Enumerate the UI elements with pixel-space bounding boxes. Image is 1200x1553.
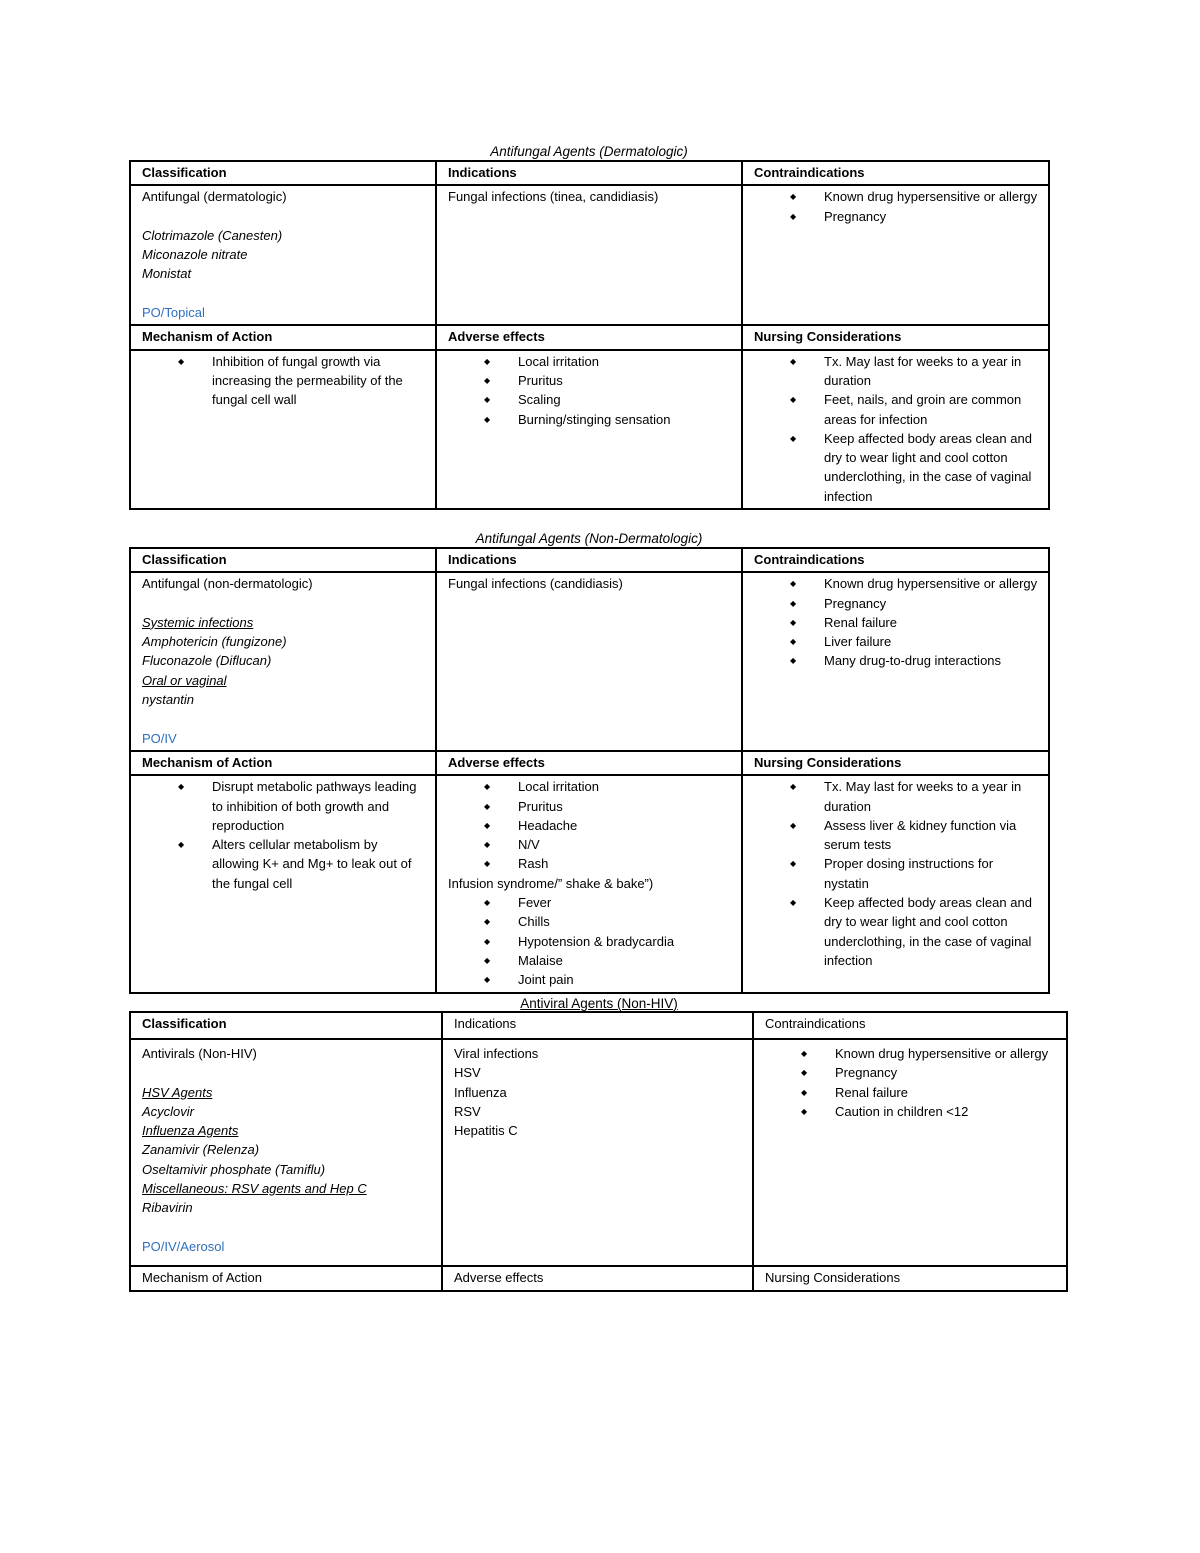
- indication-text: Hepatitis C: [454, 1123, 518, 1139]
- list-item: ◆ Pruritus: [518, 797, 731, 816]
- classification-cell: [130, 1039, 442, 1266]
- indication-text: Fungal infections (candidiasis): [448, 576, 623, 592]
- indications-header: Indications: [436, 548, 742, 572]
- contraindications-header: Contraindications: [742, 548, 1049, 572]
- antiviral-table: [129, 1011, 1068, 1292]
- list-item: ◆ Pregnancy: [824, 594, 1038, 613]
- list-item: ◆ Renal failure: [835, 1083, 1056, 1102]
- contraindications-cell: [742, 572, 1049, 751]
- drug-name: Ribavirin: [142, 1200, 193, 1216]
- list-item: ◆ Keep affected body areas clean and dry to wear light and cool cotton underclothing, in the case of vaginal infection: [824, 893, 1038, 970]
- dermatologic-antifungal-table: [129, 160, 1050, 510]
- drug-name: Acyclovir: [142, 1103, 195, 1119]
- list-item: ◆ Joint pain: [518, 970, 731, 989]
- route-text: PO/IV/Aerosol: [142, 1238, 225, 1254]
- list-item: ◆ Chills: [518, 912, 731, 931]
- drug-name: Fluconazole (Diflucan): [142, 653, 272, 669]
- list-item: ◆ Tx. May last for weeks to a year in duration: [824, 352, 1038, 391]
- nursing-considerations-header: Nursing Considerations: [742, 325, 1049, 349]
- table3-title: Antiviral Agents (Non-HIV): [520, 996, 678, 1011]
- list-item: ◆ Tx. May last for weeks to a year in duration: [824, 777, 1038, 816]
- non-dermatologic-antifungal-table: [129, 547, 1050, 994]
- drug-name: Monistat: [142, 266, 192, 282]
- drug-group-label: Oral or vaginal: [142, 672, 227, 688]
- list-item: ◆ Caution in children <12: [835, 1102, 1056, 1121]
- mechanism-header: Mechanism of Action: [130, 1266, 442, 1291]
- mechanism-cell: [130, 775, 436, 992]
- list-item: ◆ Assess liver & kidney function via serum tests: [824, 816, 1038, 855]
- indications-cell: [442, 1039, 753, 1266]
- route-text: PO/Topical: [142, 305, 205, 321]
- indications-header: Indications: [442, 1012, 753, 1039]
- class-name: Antifungal (dermatologic): [142, 189, 287, 205]
- nursing-cell: [742, 775, 1049, 992]
- classification-cell: [130, 572, 436, 751]
- list-item: ◆ Alters cellular metabolism by allowing K+ and Mg+ to leak out of the fungal cell: [212, 835, 425, 893]
- drug-name: Clotrimazole (Canesten): [142, 227, 283, 243]
- list-item: ◆ Proper dosing instructions for nystatin: [824, 854, 1038, 893]
- list-item: ◆ Hypotension & bradycardia: [518, 932, 731, 951]
- adverse-effects-cell: [436, 350, 742, 509]
- indication-text: Viral infections: [454, 1046, 539, 1061]
- contraindications-cell: [753, 1039, 1067, 1266]
- contraindications-header: Contraindications: [742, 161, 1049, 185]
- classification-header: Classification: [130, 548, 436, 572]
- class-name: Antifungal (non-dermatologic): [142, 576, 313, 592]
- list-item: ◆ Malaise: [518, 951, 731, 970]
- list-item: ◆ Keep affected body areas clean and dry to wear light and cool cotton underclothing, in the case of vaginal infection: [824, 429, 1038, 506]
- classification-header: Classification: [130, 161, 436, 185]
- indication-text: HSV: [454, 1065, 481, 1081]
- drug-group-label: Influenza Agents: [142, 1123, 239, 1139]
- contraindications-header: Contraindications: [753, 1012, 1067, 1039]
- drug-name: Amphotericin (fungizone): [142, 634, 287, 650]
- drug-name: Miconazole nitrate: [142, 247, 248, 263]
- list-item: ◆ Pruritus: [518, 371, 731, 390]
- list-item: ◆ Fever: [518, 893, 731, 912]
- indication-text: Fungal infections (tinea, candidiasis): [448, 189, 659, 205]
- list-item: ◆ Renal failure: [824, 613, 1038, 632]
- list-item: ◆ N/V: [518, 835, 731, 854]
- list-item: ◆ Inhibition of fungal growth via increasing the permeability of the fungal cell wall: [212, 352, 425, 410]
- list-item: ◆ Disrupt metabolic pathways leading to inhibition of both growth and reproduction: [212, 777, 425, 835]
- mechanism-cell: [130, 350, 436, 509]
- nursing-cell: [742, 350, 1049, 509]
- nursing-considerations-header: Nursing Considerations: [742, 751, 1049, 775]
- list-item: ◆ Burning/stinging sensation: [518, 410, 731, 429]
- adverse-effects-header: Adverse effects: [436, 325, 742, 349]
- list-item: ◆ Local irritation: [518, 777, 731, 796]
- adverse-effects-header: Adverse effects: [442, 1266, 753, 1291]
- indications-cell: [436, 185, 742, 325]
- contraindications-cell: [742, 185, 1049, 325]
- list-item: ◆ Liver failure: [824, 632, 1038, 651]
- indications-header: Indications: [436, 161, 742, 185]
- classification-header: Classification: [130, 1012, 442, 1039]
- mechanism-header: Mechanism of Action: [130, 751, 436, 775]
- infusion-syndrome-label: Infusion syndrome/” shake & bake”): [448, 875, 654, 891]
- classification-cell: [130, 185, 436, 325]
- drug-group-label: HSV Agents: [142, 1084, 213, 1100]
- list-item: ◆ Scaling: [518, 390, 731, 409]
- indication-text: Influenza: [454, 1084, 507, 1100]
- drug-group-label: Systemic infections: [142, 614, 254, 630]
- list-item: ◆ Known drug hypersensitive or allergy: [835, 1044, 1056, 1063]
- table1-title: Antifungal Agents (Dermatologic): [490, 144, 688, 159]
- nursing-considerations-header: Nursing Considerations: [753, 1266, 1067, 1291]
- mechanism-header: Mechanism of Action: [130, 325, 436, 349]
- list-item: ◆ Pregnancy: [835, 1063, 1056, 1082]
- table2-title: Antifungal Agents (Non-Dermatologic): [475, 531, 703, 546]
- route-text: PO/IV: [142, 730, 177, 746]
- indication-text: RSV: [454, 1103, 481, 1119]
- adverse-effects-header: Adverse effects: [436, 751, 742, 775]
- drug-name: Oseltamivir phosphate (Tamiflu): [142, 1161, 326, 1177]
- list-item: ◆ Headache: [518, 816, 731, 835]
- drug-name: Zanamivir (Relenza): [142, 1142, 260, 1158]
- list-item: ◆ Feet, nails, and groin are common areas for infection: [824, 390, 1038, 429]
- list-item: ◆ Known drug hypersensitive or allergy: [824, 187, 1038, 206]
- list-item: ◆ Known drug hypersensitive or allergy: [824, 574, 1038, 593]
- indications-cell: [436, 572, 742, 751]
- class-name: Antivirals (Non-HIV): [142, 1046, 257, 1061]
- drug-group-label: Miscellaneous: RSV agents and Hep C: [142, 1181, 367, 1197]
- list-item: ◆ Local irritation: [518, 352, 731, 371]
- list-item: ◆ Rash: [518, 854, 731, 873]
- adverse-effects-cell: [436, 775, 742, 992]
- list-item: ◆ Pregnancy: [824, 207, 1038, 226]
- drug-name: nystantin: [142, 692, 195, 708]
- list-item: ◆ Many drug-to-drug interactions: [824, 651, 1038, 670]
